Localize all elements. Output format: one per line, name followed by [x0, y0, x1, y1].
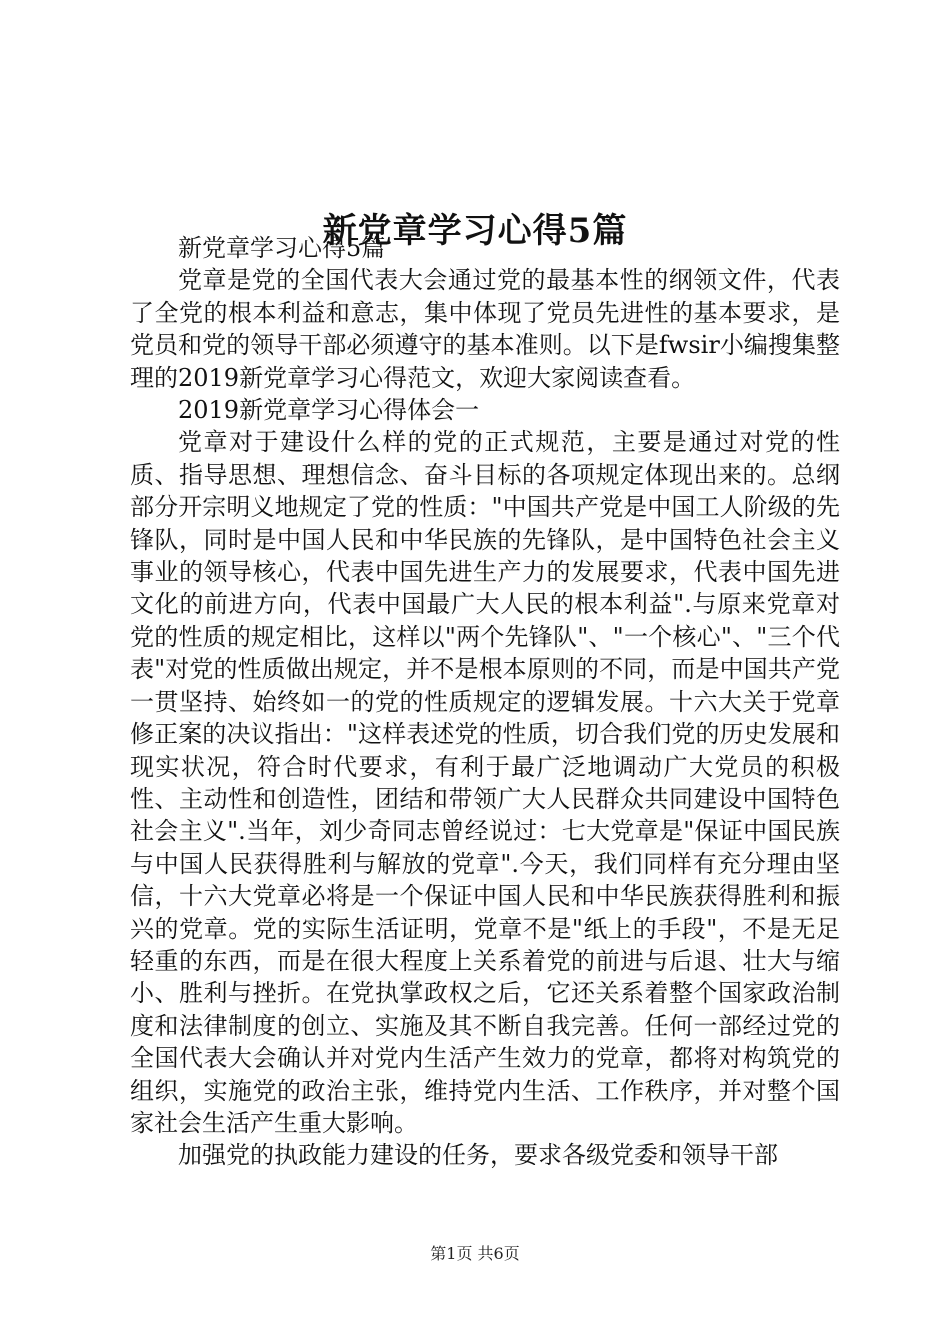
paragraph-intro: 党章是党的全国代表大会通过党的最基本性的纲领文件，代表了全党的根本利益和意志，集中体现了党员先进性的基本要求，是党员和党的领导干部必须遵守的基本准则。以下是fwsir小编搜集整理的2019新党章学习心得范文，欢迎大家阅读查看。 [130, 266, 840, 392]
document-title: 新党章学习心得5篇 [322, 210, 628, 251]
paragraph-body: 党章对于建设什么样的党的正式规范，主要是通过对党的性质、指导思想、理想信念、奋斗目标的各项规定体现出来的。总纲部分开宗明义地规定了党的性质："中国共产党是中国工人阶级的先锋队，同时是中国人民和中华民族的先锋队，是中国特色社会主义事业的领导核心，代表中国先进生产力的发展要求，代表中国先进文化的前进方向，代表中国最广大人民的根本利益".与原来党章对党的性质的规定相比，这样以"两个先锋队"、"一个核心"、"三个代表"对党的性质做出规定，并不是根本原则的不同，而是中国共产党一贯坚持、始终如一的党的性质规定的逻辑发展。十六大关于党章修正案的决议指出："这样表述党的性质，切合我们党的历史发展和现实状况，符合时代要求，有利于最广泛地调动广大党员的积极性、主动性和创造性，团结和带领广大人民群众共同建设中国特色社会主义".当年，刘少奇同志曾经说过：七大党章是"保证中国民族与中国人民获得胜利与解放的党章".今天，我们同样有充分理由坚信，十六大党章必将是一个保证中国人民和中华民族获得胜利和振兴的党章。党的实际生活证明，党章不是"纸上的手段"，不是无足轻重的东西，而是在很大程度上关系着党的前进与后退、壮大与缩小、胜利与挫折。在党执掌政权之后，它还关系着整个国家政治制度和法律制度的创立、实施及其不断自我完善。任何一部经过党的全国代表大会确认并对党内生活产生效力的党章，都将对构筑党的组织，实施党的政治主张，维持党内生活、工作秩序，并对整个国家社会生活产生重大影响。 [130, 428, 840, 1137]
page-number-footer: 第1页 共6页 [430, 1244, 520, 1263]
paragraph-continued: 加强党的执政能力建设的任务，要求各级党委和领导干部 [178, 1141, 778, 1170]
section-heading: 2019新党章学习心得体会一 [178, 396, 480, 425]
paragraph-subtitle: 新党章学习心得5篇 [178, 234, 386, 262]
document-body [130, 232, 840, 1172]
